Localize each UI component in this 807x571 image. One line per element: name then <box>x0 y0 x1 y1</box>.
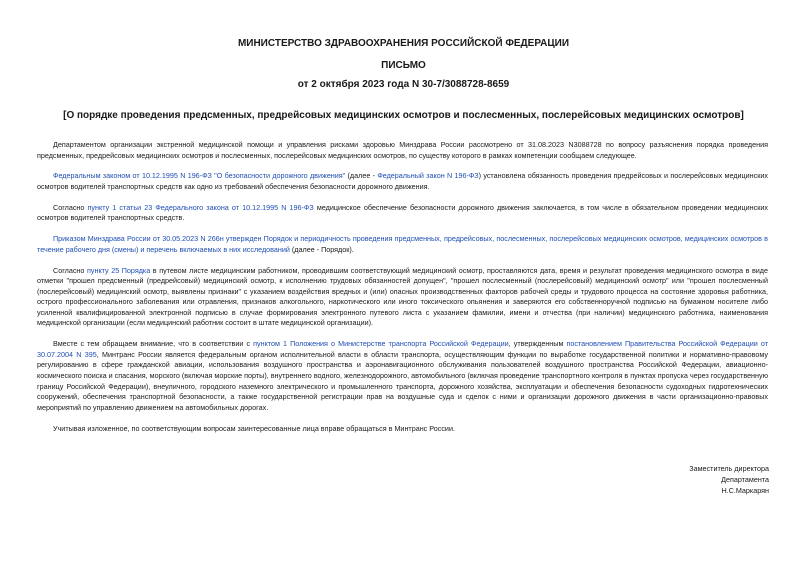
paragraph-6-text-b: , утвержденным <box>508 339 567 349</box>
paragraph-6-text-a: Вместе с тем обращаем внимание, что в соответствии с <box>53 339 254 349</box>
paragraph-5-text-a: Согласно <box>53 265 87 275</box>
paragraph-4 <box>37 234 768 255</box>
paragraph-2-text-a: (далее - <box>345 171 378 181</box>
paragraph-7 <box>37 424 768 435</box>
paragraph-4-text: (далее - Порядок). <box>289 244 354 254</box>
paragraph-2-text-b: ) установлена обязанность проведения предрейсовых и послерейсовых медицинских осмотров водителей транспортных средств как одно из требований обеспечения безопасности дорожного движения. <box>37 171 768 191</box>
ministry-heading: МИНИСТЕРСТВО ЗДРАВООХРАНЕНИЯ РОССИЙСКОЙ ФЕДЕРАЦИИ <box>237 38 570 49</box>
link-federal-law-196-short[interactable]: Федеральный закон N 196-ФЗ <box>377 171 479 181</box>
paragraph-1-text: Департаментом организации экстренной медицинской помощи и управления рисками здоровью Минздрава России рассмотрено от 31.08.2023 N3088728 по вопросу разъяснения порядка проведения предсменных, предрейсовых медицинских осмотров и послесменных, послерейсовых медицинских осмотров, по существу которого в рамках компетенции сообщаем следующее. <box>37 140 768 160</box>
paragraph-7-text: Учитывая изложенное, по соответствующим вопросам заинтересованные лица вправе обращаться в Минтранс России. <box>53 423 455 433</box>
paragraph-3-text-a: Согласно <box>53 202 88 212</box>
paragraph-2 <box>37 171 768 192</box>
document-subject: [О порядке проведения предсменных, предрейсовых медицинских осмотров и послесменных, послерейсовых медицинских осмотров] <box>63 110 744 121</box>
link-regulation-ministry-transport[interactable]: пунктом 1 Положения о Министерстве транспорта Российской Федерации <box>253 339 509 349</box>
signature-department: Департамента <box>721 475 769 484</box>
signature-position: Заместитель директора <box>689 464 769 473</box>
paragraph-5 <box>37 266 768 330</box>
paragraph-1 <box>37 140 768 161</box>
document-date-number: от 2 октября 2023 года N 30-7/3088728-8659 <box>297 79 510 90</box>
signature-block <box>689 463 769 496</box>
link-federal-law-196[interactable]: Федеральным законом от 10.12.1995 N 196-ФЗ "О безопасности дорожного движения" <box>53 171 346 181</box>
paragraph-6-text-c: , Минтранс России является федеральным органом исполнительной власти в области транспорта, осуществляющим функции по выработке государственной политики и нормативно-правовому регулированию в сфере гражданской авиации, использования воздушного пространства и аэронавигационного обслуживания пользователей воздушного пространства Российской Федерации, авиационно-космического поиска и спасания, морского (включая морские порты), внутреннего водного, железнодорожного, автомобильного (включая проведение транспортного контроля в пунктах пропуска через государственную границу Российской Федерации), внеуличного, городского наземного электрического и промышленного транспорта, дорожного хозяйства, эксплуатации и обеспечения безопасности судоходных гидротехнических сооружений, обеспечения транспортной безопасности, а также государственной регистрации прав на воздушные суда и сделок с ними и организации дорожного движения в части организационно-правовых мероприятий по управлению движением на автомобильных дорогах. <box>37 349 768 412</box>
paragraph-3 <box>37 203 768 224</box>
link-article-23[interactable]: пункту 1 статьи 23 Федерального закона от 10.12.1995 N 196-ФЗ <box>87 202 314 212</box>
paragraph-3-text-b: медицинское обеспечение безопасности дорожного движения заключается, в том числе в обязательном проведении медицинских осмотров водителей транспортных средств. <box>37 202 768 223</box>
paragraph-6 <box>37 339 768 413</box>
document-type: ПИСЬМО <box>381 60 426 71</box>
link-order-266n[interactable]: Приказом Минздрава России от 30.05.2023 N 266н утвержден Порядок и периодичность проведения предсменных, предрейсовых, послесменных, послерейсовых медицинских осмотров, медицинских осмотров в течение рабочего дня (смены) и перечень включаемых в них исследований <box>37 234 768 254</box>
link-government-decree-395[interactable]: постановлением Правительства Российской Федерации от 30.07.2004 N 395 <box>37 339 768 359</box>
signature-name: Н.С.Маркарян <box>721 486 769 495</box>
paragraph-5-text-b: в путевом листе медицинским работником, проводившим соответствующий медицинский осмотр, проставляются дата, время и результат проведения медицинского осмотра в виде отметки "прошел предсменный (предрейсовый) медицинский осмотр, к исполнению трудовых обязанностей допущен", "прошел послесменный (послерейсовый) медицинский осмотр" или "прошел послесменный (послерейсовый) медицинский осмотр, выявлены признаки" с указанием воздействия вредных и (или) опасных производственных факторов рабочей среды и трудового процесса на состояние здоровья работника, острого профессионального заболевания или отравления, признаков алкогольного, наркотического или иного токсического опьянения и заверяются его собственноручной подписью на бумажном носителе либо усиленной квалифицированной электронной подписью в случае формирования электронного путевого листа с указанием фамилии, имени и отчества (при наличии) медицинского работника, наименования медицинской организации (если медицинский работник состоит в штате медицинской организации). <box>37 265 768 328</box>
link-point-25[interactable]: пункту 25 Порядка <box>86 265 151 275</box>
document-body <box>37 140 768 444</box>
